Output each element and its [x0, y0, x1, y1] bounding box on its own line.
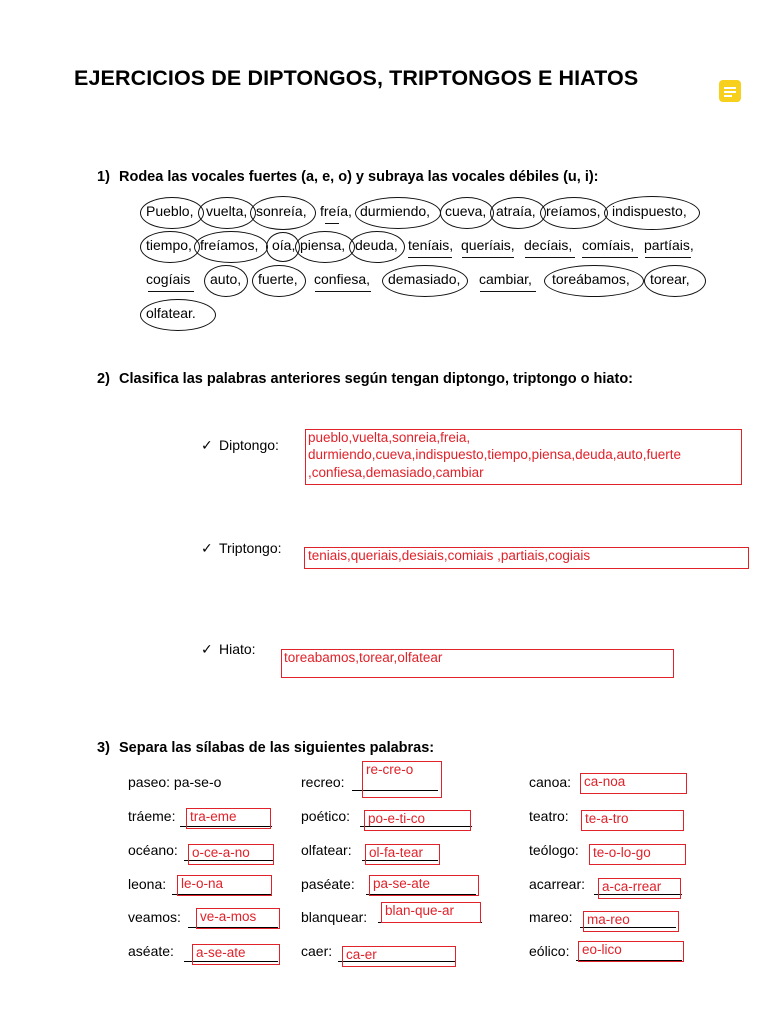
syllable-label: olfatear:: [301, 842, 352, 858]
word: oía,: [272, 237, 296, 253]
diptongo-answer-line: ,confiesa,demasiado,cambiar: [308, 465, 484, 480]
word: durmiendo,: [360, 203, 431, 219]
hand-circle: [355, 197, 441, 229]
diptongo-label: ✓ Diptongo:: [201, 437, 279, 453]
syllable-answer: ca-noa: [584, 774, 626, 789]
syllable-label: poético:: [301, 808, 351, 824]
hand-circle: [194, 231, 268, 263]
syllable-answer: ma-reo: [587, 912, 630, 927]
hand-circle: [140, 231, 200, 263]
word: reíamos,: [546, 203, 601, 219]
word: confiesa,: [314, 271, 371, 287]
word: indispuesto,: [612, 203, 687, 219]
word: freía,: [320, 203, 352, 219]
hand-circle: [140, 197, 204, 229]
syllable-answer: o-ce-a-no: [192, 845, 250, 860]
word: atraía,: [496, 203, 536, 219]
syllable-label: aséate:: [128, 943, 174, 959]
syllable-label: paséate:: [301, 876, 355, 892]
syllable-answer: tra-eme: [190, 809, 237, 824]
hand-underline: [462, 257, 514, 258]
syllable-answer: a-ca-rrear: [602, 879, 662, 894]
word: torear,: [650, 271, 690, 287]
word: tiempo,: [146, 237, 192, 253]
hand-circle: [490, 197, 546, 229]
word: vuelta,: [206, 203, 248, 219]
hand-circle: [252, 265, 306, 297]
word: fuerte,: [258, 271, 298, 287]
diptongo-answer-line: pueblo,vuelta,sonreia,freia,: [308, 430, 471, 445]
word: cueva,: [445, 203, 487, 219]
hiato-answer: toreabamos,torear,olfatear: [284, 650, 443, 665]
syllable-label: paseo: pa-se-o: [128, 774, 222, 790]
syllable-answer: pa-se-ate: [373, 876, 431, 891]
hand-circle: [349, 231, 405, 263]
syllable-answer: te-a-tro: [585, 811, 629, 826]
syllable-label: blanquear:: [301, 909, 368, 925]
word: toreábamos,: [552, 271, 630, 287]
syllable-label: mareo:: [529, 909, 573, 925]
syllable-label: leona:: [128, 876, 167, 892]
word: demasiado,: [388, 271, 461, 287]
syllable-answer: blan-que-ar: [385, 903, 455, 918]
syllable-answer: le-o-na: [181, 876, 224, 891]
hand-circle: [198, 197, 256, 229]
diptongo-answer-line: durmiendo,cueva,indispuesto,tiempo,piensa,deuda,auto,fuerte: [308, 447, 682, 462]
syllable-label: eólico:: [529, 943, 570, 959]
check-icon: ✓: [201, 641, 213, 657]
word: piensa,: [300, 237, 346, 253]
word: deuda,: [355, 237, 398, 253]
syllable-answer: ve-a-mos: [200, 909, 257, 924]
syllable-answer: re-cre-o: [366, 762, 414, 777]
word: auto,: [210, 271, 242, 287]
triptongo-answer: teniais,queriais,desiais,comiais ,partiais,cogiais: [308, 548, 591, 563]
word: teníais,: [408, 237, 454, 253]
hand-underline: [148, 291, 194, 292]
triptongo-label: ✓ Triptongo:: [201, 540, 282, 556]
check-icon: ✓: [201, 437, 213, 453]
syllable-label: teólogo:: [529, 842, 579, 858]
word: queríais,: [461, 237, 515, 253]
syllable-answer: ca-er: [346, 947, 377, 962]
page-title: EJERCICIOS DE DIPTONGOS, TRIPTONGOS E HIATOS: [74, 66, 639, 90]
word: cogíais: [146, 271, 191, 287]
hiato-label: ✓ Hiato:: [201, 641, 256, 657]
hand-circle: [250, 196, 316, 230]
syllable-label: veamos:: [128, 909, 181, 925]
hand-underline: [525, 257, 575, 258]
word: comíais,: [582, 237, 635, 253]
hand-circle: [644, 265, 706, 297]
word: cambiar,: [479, 271, 532, 287]
syllable-answer: ol-fa-tear: [369, 845, 424, 860]
word: freíamos,: [200, 237, 259, 253]
hand-underline: [582, 257, 638, 258]
section3-heading: 3) Separa las sílabas de las siguientes palabras:: [97, 740, 435, 756]
hand-circle: [140, 299, 216, 331]
comment-note-icon[interactable]: [719, 80, 741, 102]
hand-underline: [408, 257, 452, 258]
hand-circle: [604, 196, 700, 230]
syllable-answer: eo-lico: [582, 942, 622, 957]
syllable-answer: te-o-lo-go: [593, 845, 651, 860]
hand-underline: [480, 291, 536, 292]
hand-circle: [540, 197, 608, 229]
check-icon: ✓: [201, 540, 213, 556]
hand-circle: [382, 265, 468, 297]
hand-circle: [204, 265, 248, 297]
syllable-label: océano:: [128, 842, 178, 858]
syllable-label: tráeme:: [128, 808, 176, 824]
word: decíais,: [524, 237, 573, 253]
hand-circle: [295, 231, 355, 263]
syllable-answer: a-se-ate: [196, 945, 246, 960]
section2-heading: 2) Clasifica las palabras anteriores según tengan diptongo, triptongo o hiato:: [97, 371, 634, 387]
word: olfatear.: [146, 305, 196, 321]
word: partíais,: [644, 237, 694, 253]
hand-underline: [315, 291, 371, 292]
hand-circle: [440, 197, 494, 229]
section1-heading: 1) Rodea las vocales fuertes (a, e, o) y subraya las vocales débiles (u, i):: [97, 169, 599, 185]
syllable-label: recreo:: [301, 774, 345, 790]
word: sonreía,: [256, 203, 307, 219]
syllable-label: acarrear:: [529, 876, 586, 892]
syllable-label: caer:: [301, 943, 333, 959]
syllable-label: canoa:: [529, 774, 572, 790]
syllable-label: teatro:: [529, 808, 569, 824]
hand-underline: [645, 257, 691, 258]
word: Pueblo,: [146, 203, 194, 219]
syllable-answer: po-e-ti-co: [368, 811, 426, 826]
hand-underline: [325, 223, 339, 224]
hand-circle: [544, 265, 644, 297]
